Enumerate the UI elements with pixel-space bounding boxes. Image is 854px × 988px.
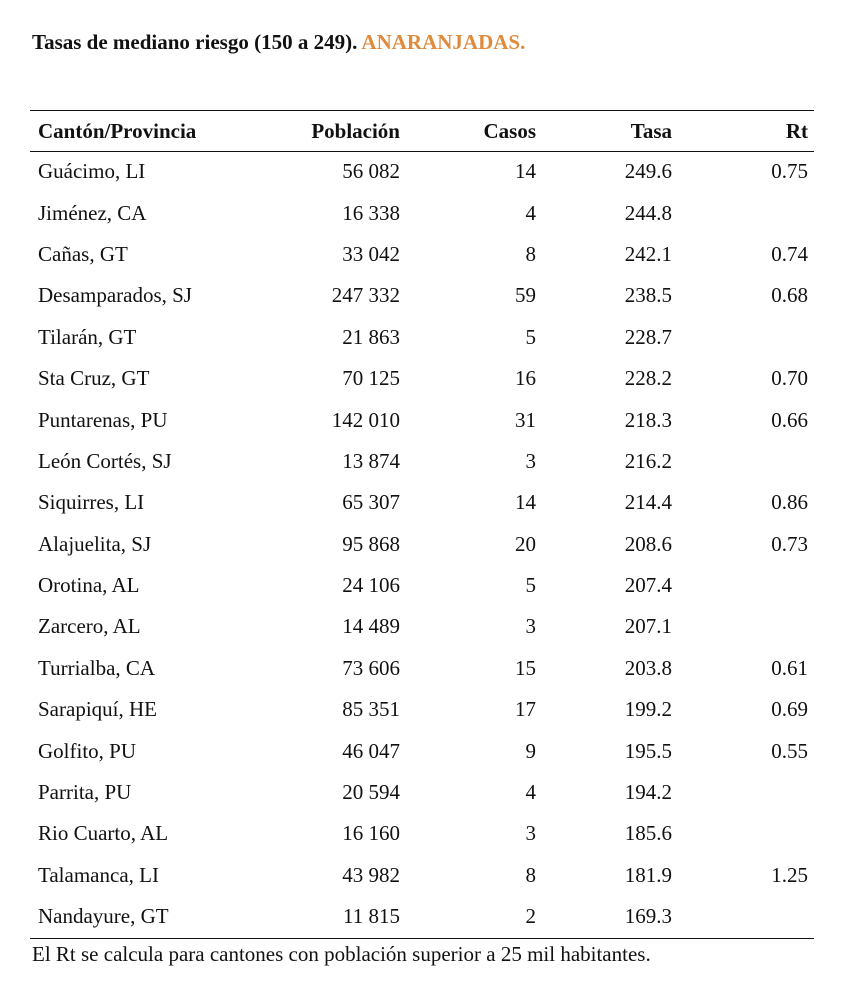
cell-canton: Sarapiquí, HE	[38, 697, 157, 722]
cell-tasa: 228.7	[624, 324, 672, 349]
cell-rt	[672, 441, 814, 482]
cell-canton: Alajuelita, SJ	[38, 531, 152, 556]
table-row	[30, 606, 814, 647]
cell-rt: 0.73	[771, 531, 808, 556]
title-accent: ANARANJADAS.	[361, 30, 526, 54]
cell-rt: 0.55	[771, 738, 808, 763]
cell-rt: 1.25	[771, 862, 808, 887]
cell-casos: 5	[525, 573, 536, 598]
table-row	[30, 855, 814, 896]
cell-poblacion: 21 863	[342, 324, 400, 349]
table-row	[30, 689, 814, 730]
header-rt: Rt	[785, 118, 808, 143]
cell-tasa: 218.3	[624, 407, 672, 432]
cell-poblacion: 13 874	[342, 448, 400, 473]
cell-casos: 14	[515, 159, 536, 184]
cell-tasa: 238.5	[624, 283, 672, 308]
cell-tasa: 181.9	[624, 862, 672, 887]
cell-casos: 15	[515, 655, 536, 680]
cell-poblacion: 142 010	[331, 407, 400, 432]
cell-rt: 0.86	[771, 490, 808, 515]
cell-poblacion: 56 082	[342, 159, 400, 184]
cell-canton: Siquirres, LI	[38, 490, 145, 515]
cell-rt: 0.61	[771, 655, 808, 680]
cell-casos: 3	[525, 448, 536, 473]
cell-canton: Tilarán, GT	[38, 324, 137, 349]
cell-tasa: 169.3	[624, 904, 672, 929]
cell-casos: 3	[525, 821, 536, 846]
cell-canton: Parrita, PU	[38, 780, 132, 805]
header-casos: Casos	[483, 118, 536, 143]
table-row	[30, 482, 814, 523]
cell-rt	[672, 896, 814, 937]
cell-canton: Talamanca, LI	[38, 862, 159, 887]
cell-casos: 8	[525, 241, 536, 266]
cell-poblacion: 85 351	[342, 697, 400, 722]
cell-poblacion: 33 042	[342, 241, 400, 266]
cell-rt	[672, 565, 814, 606]
cell-poblacion: 46 047	[342, 738, 400, 763]
table-row	[30, 275, 814, 316]
cell-tasa: 203.8	[624, 655, 672, 680]
table-row	[30, 730, 814, 771]
cell-tasa: 216.2	[624, 448, 672, 473]
cell-poblacion: 11 815	[343, 904, 400, 929]
cell-casos: 9	[525, 738, 536, 763]
cell-tasa: 207.1	[624, 614, 672, 639]
table-title	[32, 30, 525, 55]
table-row	[30, 524, 814, 565]
table-row	[30, 441, 814, 482]
header-canton: Cantón/Provincia	[38, 118, 197, 143]
cell-tasa: 242.1	[624, 241, 672, 266]
cell-canton: Puntarenas, PU	[38, 407, 168, 432]
cell-tasa: 214.4	[624, 490, 672, 515]
cell-canton: Jiménez, CA	[38, 200, 147, 225]
cell-canton: Nandayure, GT	[38, 904, 169, 929]
cell-canton: Cañas, GT	[38, 241, 128, 266]
cell-rt	[672, 813, 814, 854]
table-row	[30, 648, 814, 689]
cell-canton: León Cortés, SJ	[38, 448, 172, 473]
cell-rt: 0.75	[771, 159, 808, 184]
cell-poblacion: 16 160	[342, 821, 400, 846]
table-header-row	[30, 111, 814, 151]
cell-canton: Golfito, PU	[38, 738, 137, 763]
cell-canton: Turrialba, CA	[38, 655, 156, 680]
cell-casos: 20	[515, 531, 536, 556]
table-row	[30, 358, 814, 399]
cell-rt: 0.69	[771, 697, 808, 722]
cell-poblacion: 70 125	[342, 366, 400, 391]
cell-casos: 14	[515, 490, 536, 515]
cell-rt	[672, 317, 814, 358]
cell-canton: Zarcero, AL	[38, 614, 141, 639]
cell-casos: 17	[515, 697, 536, 722]
table-row	[30, 813, 814, 854]
table-row	[30, 565, 814, 606]
cell-tasa: 228.2	[624, 366, 672, 391]
cell-casos: 8	[525, 862, 536, 887]
cell-rt	[672, 192, 814, 233]
table-row	[30, 151, 814, 192]
table-row	[30, 399, 814, 440]
table-row	[30, 234, 814, 275]
cell-tasa: 185.6	[624, 821, 672, 846]
cell-rt: 0.70	[771, 366, 808, 391]
cell-casos: 31	[515, 407, 536, 432]
table-row	[30, 772, 814, 813]
cell-canton: Sta Cruz, GT	[38, 366, 150, 391]
cell-rt: 0.68	[771, 283, 808, 308]
table-row	[30, 317, 814, 358]
cell-poblacion: 73 606	[342, 655, 400, 680]
cell-tasa: 208.6	[624, 531, 672, 556]
cell-casos: 2	[525, 904, 536, 929]
cell-tasa: 199.2	[624, 697, 672, 722]
cell-rt	[672, 606, 814, 647]
cell-poblacion: 14 489	[342, 614, 400, 639]
table-body	[30, 151, 814, 937]
cell-casos: 4	[525, 200, 536, 225]
cell-rt: 0.74	[771, 241, 808, 266]
cell-rt	[672, 772, 814, 813]
header-poblacion: Población	[311, 118, 400, 143]
cell-casos: 5	[525, 324, 536, 349]
cell-casos: 3	[525, 614, 536, 639]
cell-canton: Rio Cuarto, AL	[38, 821, 169, 846]
table-row	[30, 896, 814, 937]
cell-casos: 16	[515, 366, 536, 391]
cell-poblacion: 20 594	[342, 780, 400, 805]
cell-poblacion: 16 338	[342, 200, 400, 225]
table-row	[30, 192, 814, 233]
cell-canton: Desamparados, SJ	[38, 283, 192, 308]
cell-canton: Guácimo, LI	[38, 159, 146, 184]
cell-rt: 0.66	[771, 407, 808, 432]
footnote: El Rt se calcula para cantones con población superior a 25 mil habitantes.	[32, 942, 651, 966]
cell-canton: Orotina, AL	[38, 573, 140, 598]
cell-casos: 59	[515, 283, 536, 308]
cell-tasa: 195.5	[624, 738, 672, 763]
cell-poblacion: 95 868	[342, 531, 400, 556]
cell-poblacion: 24 106	[342, 573, 400, 598]
risk-rates-table	[30, 111, 814, 937]
cell-poblacion: 43 982	[342, 862, 400, 887]
cell-tasa: 249.6	[624, 159, 672, 184]
cell-poblacion: 247 332	[331, 283, 400, 308]
title-main: Tasas de mediano riesgo (150 a 249).	[32, 30, 358, 54]
header-tasa: Tasa	[630, 118, 672, 143]
cell-casos: 4	[525, 780, 536, 805]
table-bottom-rule	[30, 938, 814, 939]
cell-tasa: 207.4	[624, 573, 672, 598]
cell-poblacion: 65 307	[342, 490, 400, 515]
cell-tasa: 194.2	[624, 780, 672, 805]
cell-tasa: 244.8	[624, 200, 672, 225]
